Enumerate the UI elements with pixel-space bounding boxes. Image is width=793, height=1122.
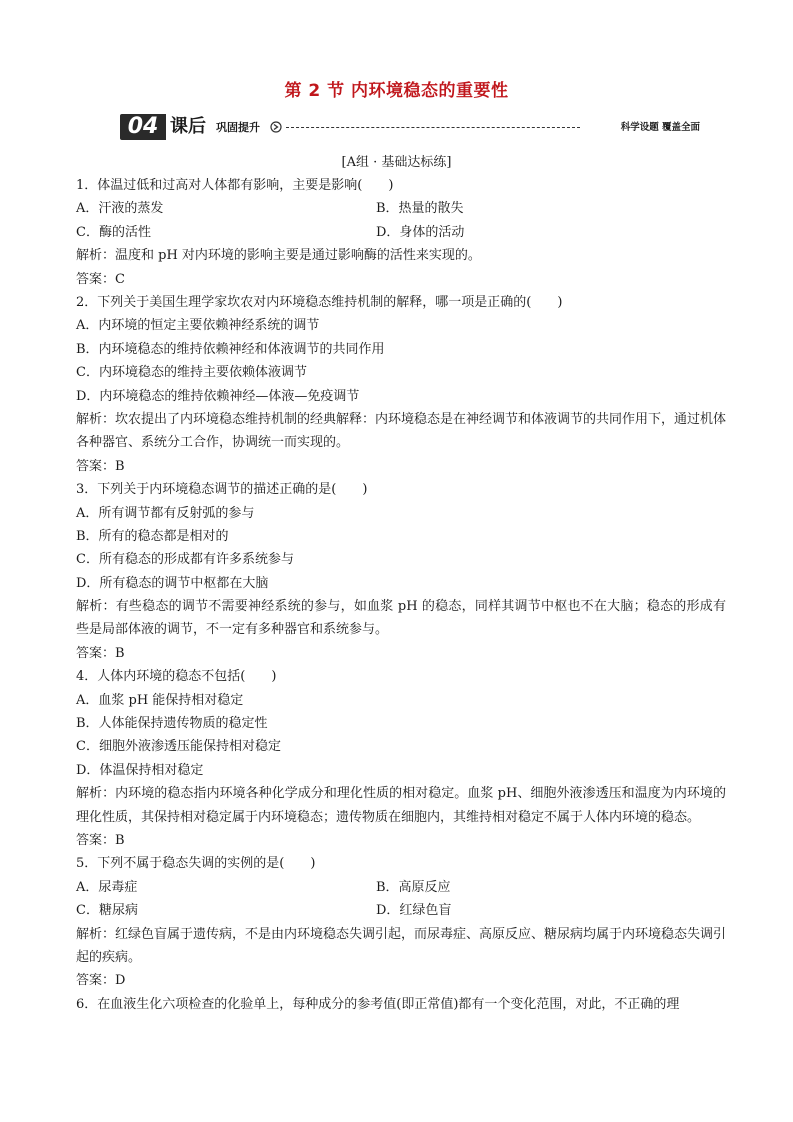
- option-c: C．所有稳态的形成都有许多系统参与: [76, 552, 294, 568]
- banner-sub: 巩固提升: [216, 121, 260, 134]
- option-d: D．红绿色盲: [376, 903, 452, 919]
- question-stem: 5．下列不属于稳态失调的实例的是( ): [76, 856, 316, 872]
- banner-tagline: 科学设题 覆盖全面: [620, 122, 700, 133]
- question-stem: 6．在血液生化六项检查的化验单上，每种成分的参考值(即正常值)都有一个变化范围，对此，不正确的理: [76, 996, 680, 1012]
- analysis: 解析：红绿色盲属于遗传病，不是由内环境稳态失调引起，而尿毒症、高原反应、糖尿病均属于内环境稳态失调引起的疾病。: [76, 926, 727, 965]
- option-b: B．高原反应: [376, 879, 451, 895]
- answer: 答案：B: [76, 833, 125, 849]
- question-stem: 4．人体内环境的稳态不包括( ): [76, 669, 277, 685]
- analysis: 解析：内环境的稳态指内环境各种化学成分和理化性质的相对稳定。血浆 pH、细胞外液渗透压和温度为内环境的理化性质，其保持相对稳定属于内环境稳态；遗传物质在细胞内，其维持相对稳定不属于人体内环境的稳态。: [76, 786, 726, 825]
- banner-label: 课后: [170, 116, 206, 137]
- question-stem: 3．下列关于内环境稳态调节的描述正确的是( ): [76, 482, 368, 498]
- option-d: D．体温保持相对稳定: [76, 762, 204, 778]
- option-b: B．内环境稳态的维持依赖神经和体液调节的共同作用: [76, 341, 385, 357]
- analysis: 解析：坎农提出了内环境稳态维持机制的经典解释：内环境稳态是在神经调节和体液调节的共同作用下，通过机体各种器官、系统分工合作，协调统一而实现的。: [76, 411, 727, 451]
- analysis: 解析：有些稳态的调节不需要神经系统的参与，如血浆 pH 的稳态，同样其调节中枢也不在大脑；稳态的形成有些是局部体液的调节，不一定有多种器官和系统参与。: [76, 599, 726, 638]
- option-d: D．所有稳态的调节中枢都在大脑: [76, 575, 269, 591]
- option-a: A．尿毒症: [76, 879, 138, 895]
- option-c: C．糖尿病: [76, 903, 138, 919]
- analysis: 解析：温度和 pH 对内环境的影响主要是通过影响酶的活性来实现的。: [76, 248, 481, 264]
- option-a: A．内环境的恒定主要依赖神经系统的调节: [76, 318, 320, 334]
- section-heading: [A组 · 基础达标练]: [341, 155, 452, 170]
- option-c: C．酶的活性: [76, 224, 151, 240]
- option-a: A．所有调节都有反射弧的参与: [76, 505, 255, 521]
- answer: 答案：B: [76, 458, 125, 474]
- answer: 答案：B: [76, 645, 125, 661]
- lesson-banner: [120, 114, 700, 140]
- arrow-circle-icon: [270, 121, 282, 133]
- option-row: [76, 899, 726, 922]
- option-d: D．身体的活动: [376, 224, 465, 240]
- option-a: A．汗液的蒸发: [76, 201, 164, 217]
- option-b: B．人体能保持遗传物质的稳定性: [76, 716, 268, 732]
- answer: 答案：C: [76, 271, 125, 287]
- option-row: [76, 197, 726, 220]
- banner-divider: [286, 127, 580, 128]
- option-b: B．热量的散失: [376, 201, 464, 217]
- option-b: B．所有的稳态都是相对的: [76, 528, 229, 544]
- option-row: [76, 221, 726, 244]
- option-c: C．内环境稳态的维持主要依赖体液调节: [76, 365, 307, 381]
- answer: 答案：D: [76, 973, 126, 989]
- option-d: D．内环境稳态的维持依赖神经—体液—免疫调节: [76, 388, 360, 404]
- page-title: 第 2 节 内环境稳态的重要性: [284, 81, 509, 101]
- question-list: [76, 174, 726, 1016]
- option-a: A．血浆 pH 能保持相对稳定: [76, 692, 244, 708]
- option-c: C．细胞外液渗透压能保持相对稳定: [76, 739, 281, 755]
- question-stem: 1．体温过低和过高对人体都有影响，主要是影响( ): [76, 178, 394, 193]
- banner-number: 04: [120, 114, 166, 140]
- option-row: [76, 876, 726, 899]
- question-stem: 2．下列关于美国生理学家坎农对内环境稳态维持机制的解释，哪一项是正确的( ): [76, 294, 563, 310]
